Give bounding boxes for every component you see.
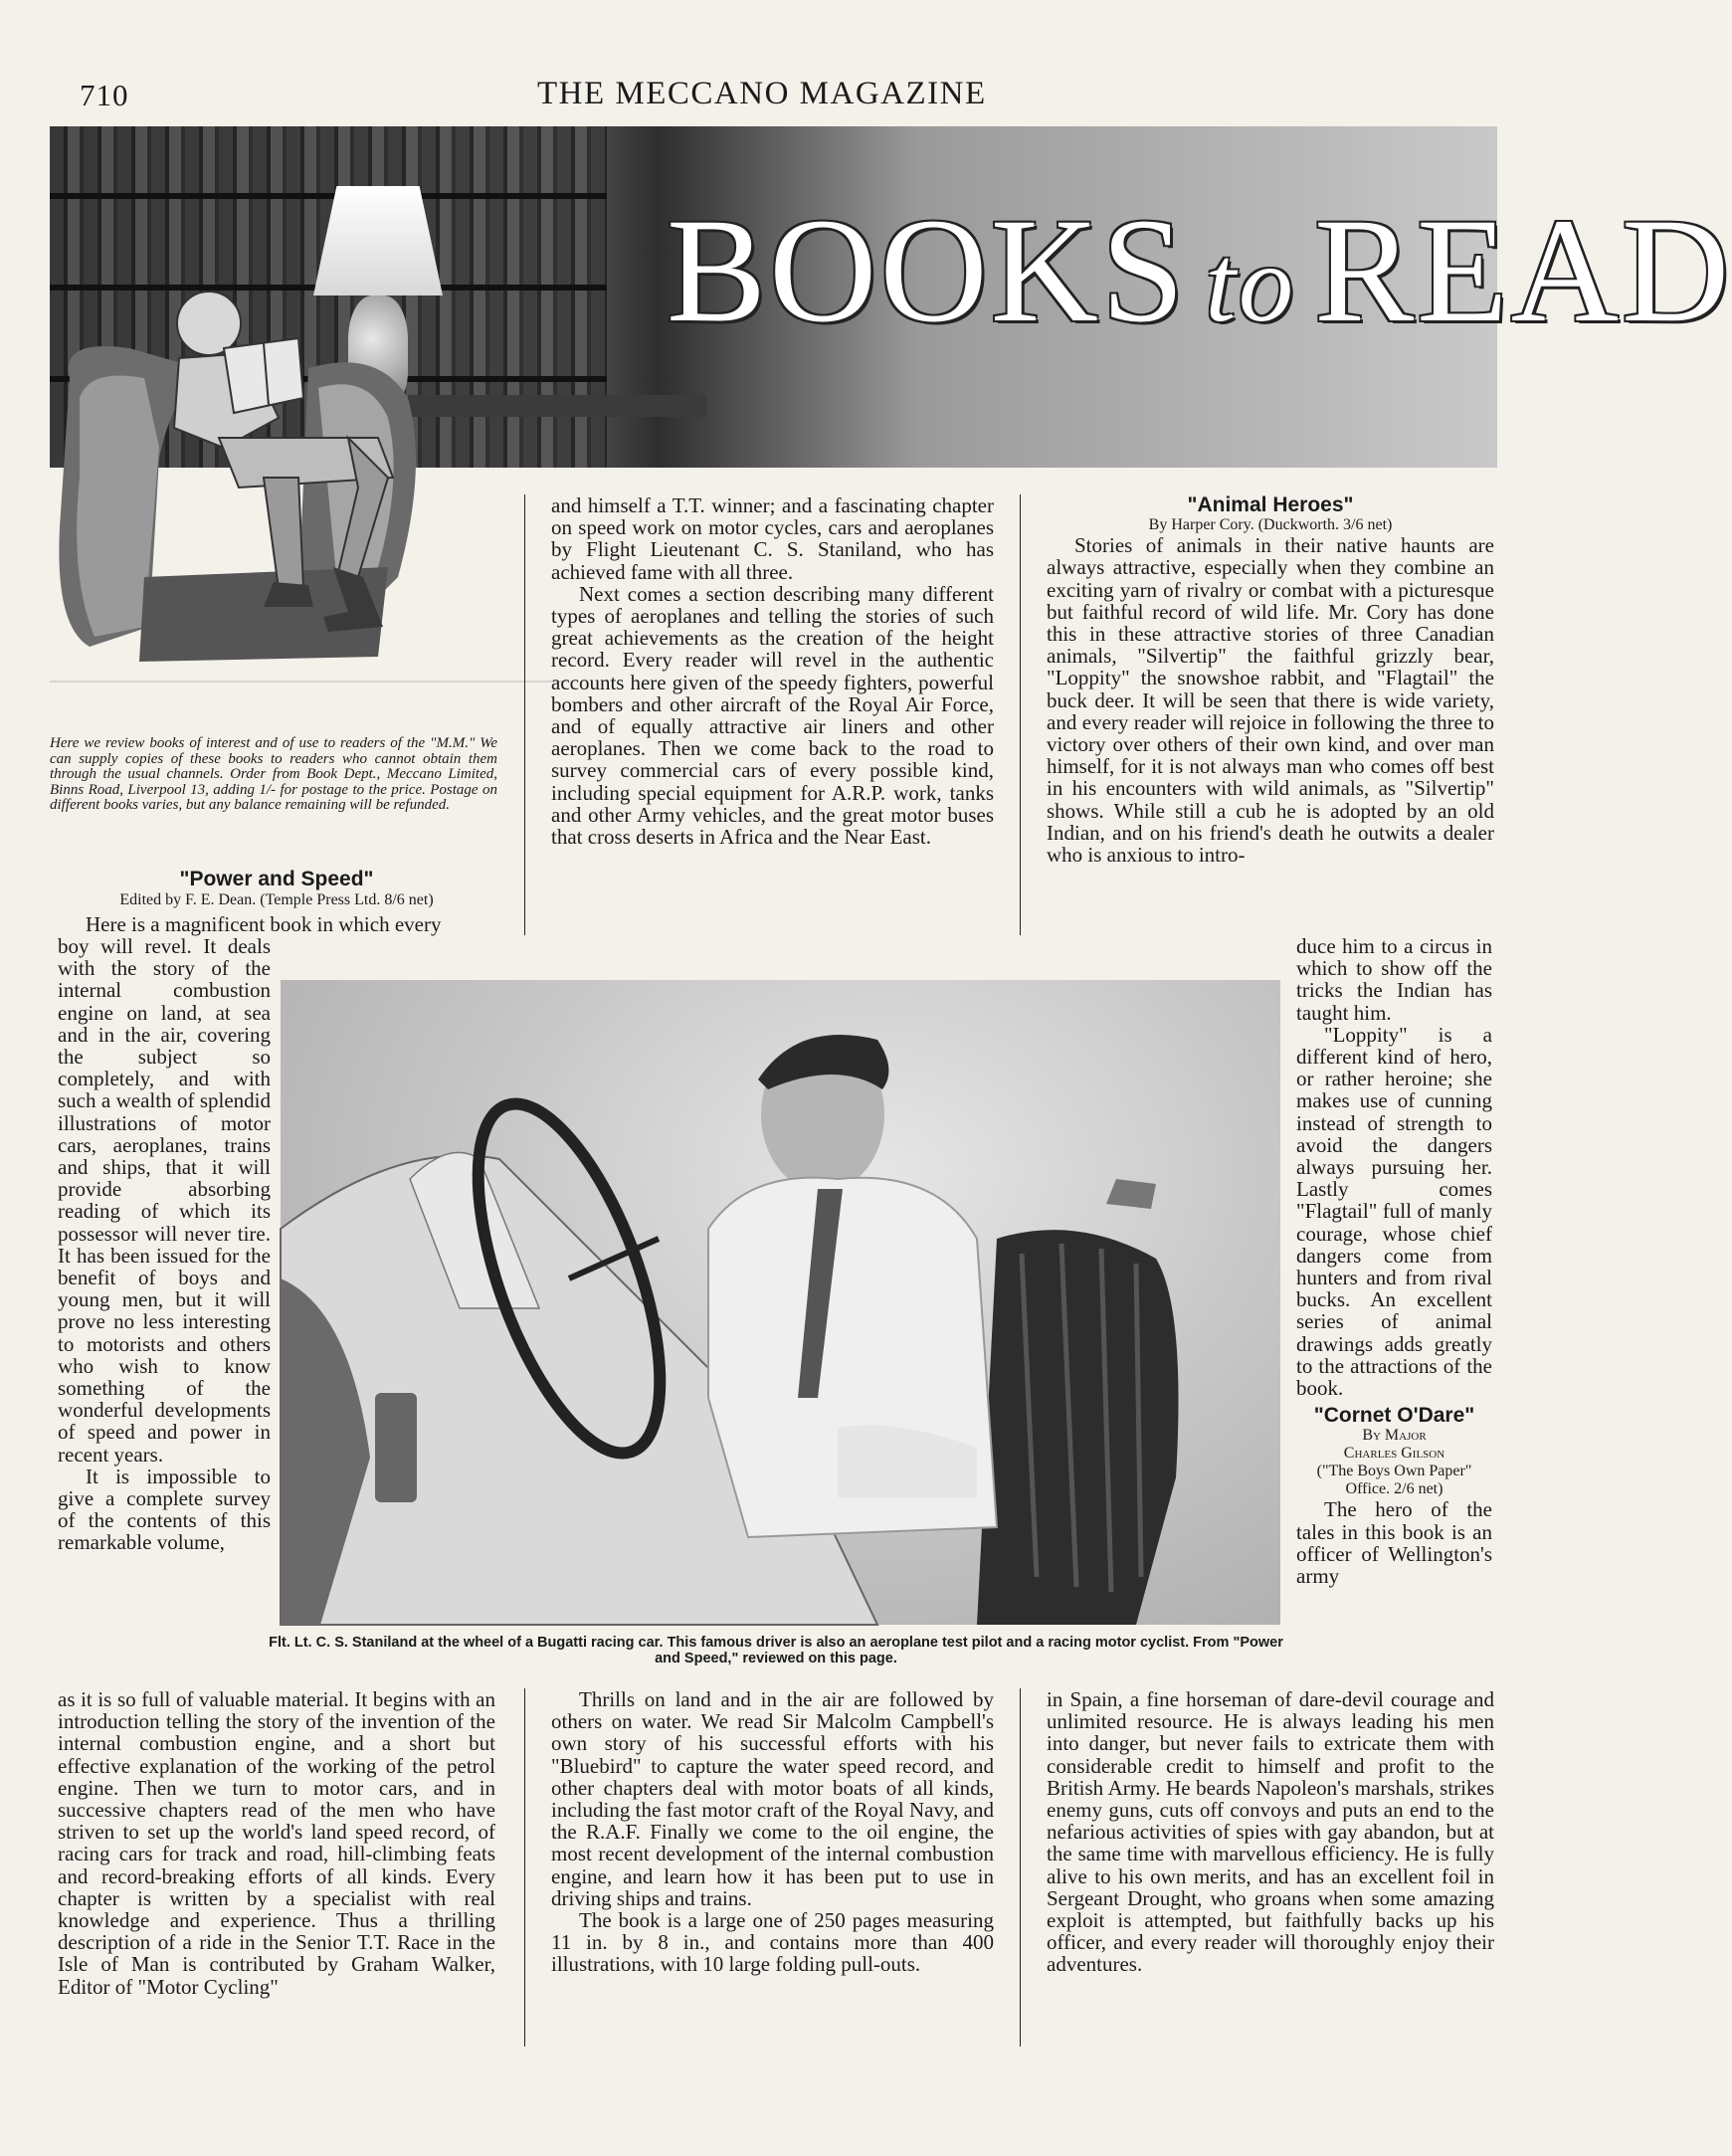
- review-animal-heroes: [1047, 494, 1494, 866]
- review-continued-column: [551, 494, 994, 848]
- review-bottom-text: [58, 1688, 495, 1998]
- paragraph: Here is a magnificent book in which every: [86, 912, 442, 936]
- paragraph: "Loppity" is a different kind of hero, or rather heroine; she makes use of cunning instead of strength to avoid the dangers always pursuing her. Lastly comes "Flagtail" full of manly courage, whose chief dangers come from hunters and from rival bucks. An excellent series of animal drawings adds greatly to the attractions of the book.: [1296, 1022, 1492, 1401]
- review-byline: ("The Boys Own Paper" Office. 2/6 net): [1316, 1463, 1472, 1498]
- paragraph: The book is a large one of 250 pages measuring 11 in. by 8 in., and contains more than 400 illustrations, with 10 large folding pull-outs.: [551, 1908, 994, 1977]
- review-title: "Power and Speed": [179, 868, 374, 890]
- intro-note: Here we review books of interest and of use to readers of the "M.M." We can supply copies of these books to readers who cannot obtain them through the usual channels. Order from Book Dept., Meccano Limited, Binns Road, Liverpool 13, adding 1/- for postage to the price. Postage on different books varies, but any balance remaining will be refunded.: [50, 735, 497, 814]
- column-divider: [524, 494, 525, 935]
- review-animal-heroes-narrow: [1296, 935, 1492, 1587]
- review-title-cornet: "Cornet O'Dare": [1313, 1404, 1475, 1428]
- reading-boy-illustration: [50, 328, 567, 686]
- racing-car-photo-art: [281, 980, 1280, 1625]
- banner-title-read: READ: [1314, 188, 1732, 353]
- paragraph: as it is so full of valuable material. It begins with an introduction telling the story of the invention of the internal combustion engine, and a short but effective explanation of the working of the petrol engine. Then we turn to motor cars, and in successive chapters read of the men who have striven to set up the world's land speed record, of racing cars for track and road, hill-climbing feats and record-breaking efforts of all kinds. Every chapter is written by a specialist with real knowledge and experience. Thus a thrilling description of a ride in the Senior T.T. Race in the Isle of Man is contributed by Graham Walker, Editor of "Motor Cycling": [58, 1687, 495, 1999]
- paragraph: and himself a T.T. winner; and a fascinating chapter on speed work on motor cycles, cars and aeroplanes by Flight Lieutenant C. S. Staniland, who has achieved fame with all three.: [551, 493, 994, 584]
- column-divider: [524, 1688, 525, 2047]
- review-cornet-bottom: [1047, 1688, 1494, 1976]
- photo-caption: Flt. Lt. C. S. Staniland at the wheel of a Bugatti racing car. This famous driver is also an aeroplane test pilot and a racing motor cyclist. From "Power and Speed," reviewed on this page.: [269, 1635, 1283, 1666]
- paragraph: duce him to a circus in which to show off the tricks the Indian has taught him.: [1296, 934, 1492, 1025]
- review-byline: Charles Gilson: [1343, 1445, 1445, 1463]
- magazine-title: THE MECCANO MAGAZINE: [537, 76, 987, 111]
- review-byline: Edited by F. E. Dean. (Temple Press Ltd. 8/6 net): [119, 891, 434, 908]
- paragraph: boy will revel. It deals with the story of the internal combustion engine on land, at sea and in the air, covering the subject so completely, and with such a wealth of splendid illustrations of motor cars, aeroplanes, trains and ships, that it will provide absorbing reading of which its possessor will never tire. It has been issued for the benefit of boys and young men, but it will prove no less interesting to motorists and others who wish to know something of the wonderful developments of speed and power in recent years.: [58, 934, 271, 1467]
- review-lead-text: [58, 913, 495, 935]
- column-divider: [1020, 1688, 1021, 2047]
- banner-title-to: to: [1205, 223, 1297, 344]
- review-byline: By Major: [1362, 1427, 1427, 1445]
- paragraph: The hero of the tales in this book is an officer of Wellington's army: [1296, 1497, 1492, 1589]
- banner-title-books: BOOKS: [667, 188, 1188, 353]
- paragraph: Stories of animals in their native haunts are always attractive, especially when they combine an exciting yarn of rivalry or combat with a picturesque but faithful record of wild life. Mr. Cory has done this in these attractive stories of three Canadian animals, "Silvertip" the faithful grizzly bear, "Loppity" the snowshoe rabbit, and "Flagtail" the buck deer. It will be seen that there is wide variety, and every reader will rejoice in following the three to victory over others of their own kind, and over man himself, for it is not always man who comes off best in his encounters with wild animals, as "Silvertip" shows. While still a cub he is adopted by an old Indian, and on his friend's death he outwits a dealer who is anxious to intro-: [1047, 533, 1494, 868]
- review-continued-bottom: [551, 1688, 994, 1976]
- paragraph: in Spain, a fine horseman of dare-devil courage and unlimited resource. He is always leading his men into danger, but never fails to extricate them with considerable credit to himself and profit to the British Army. He beards Napoleon's marshals, strikes enemy guns, cuts off convoys and puts an end to the nefarious activities of spies with gay abandon, but at the same time with marvellous efficiency. He is fully alive to his own merits, and has an excellent foil in Sergeant Drought, who groans when some amazing exploit is attempted, but faithfully backs up his officer, and every reader will thoroughly enjoy their adventures.: [1047, 1687, 1494, 1977]
- review-narrow-column: [58, 935, 271, 1554]
- review-title: "Animal Heroes": [1187, 493, 1354, 516]
- paragraph: Next comes a section describing many different types of aeroplanes and telling the stories of such great achievements as the creation of the height record. Every reader will revel in the authentic accounts here given of the speedy fighters, powerful bombers and other aircraft of the Royal Air Force, and of equally attractive air liners and other aeroplanes. Then we come back to the road to survey commercial cars of every possible kind, including special equipment for A.R.P. work, tanks and other Army vehicles, and the great motor buses that cross deserts in Africa and the Near East.: [551, 581, 994, 850]
- paragraph: Thrills on land and in the air are followed by others on water. We read Sir Malcolm Campbell's own story of his successful efforts with his "Bluebird" to capture the water speed record, and other chapters deal with motor boats of all kinds, including the fast motor craft of the Royal Navy, and the R.A.F. Finally we come to the oil engine, the most recent development of the internal combustion engine, and learn how it has been put to use in driving ships and trains.: [551, 1687, 994, 1910]
- paragraph: It is impossible to give a complete survey of the contents of this remarkable volume,: [58, 1464, 271, 1555]
- banner-title: [667, 188, 1732, 353]
- review-power-and-speed-header: [58, 868, 495, 909]
- review-byline: By Harper Cory. (Duckworth. 3/6 net): [1148, 516, 1393, 534]
- column-divider: [1020, 494, 1021, 935]
- page-number: 710: [80, 78, 129, 112]
- racing-car-photo: [281, 980, 1280, 1625]
